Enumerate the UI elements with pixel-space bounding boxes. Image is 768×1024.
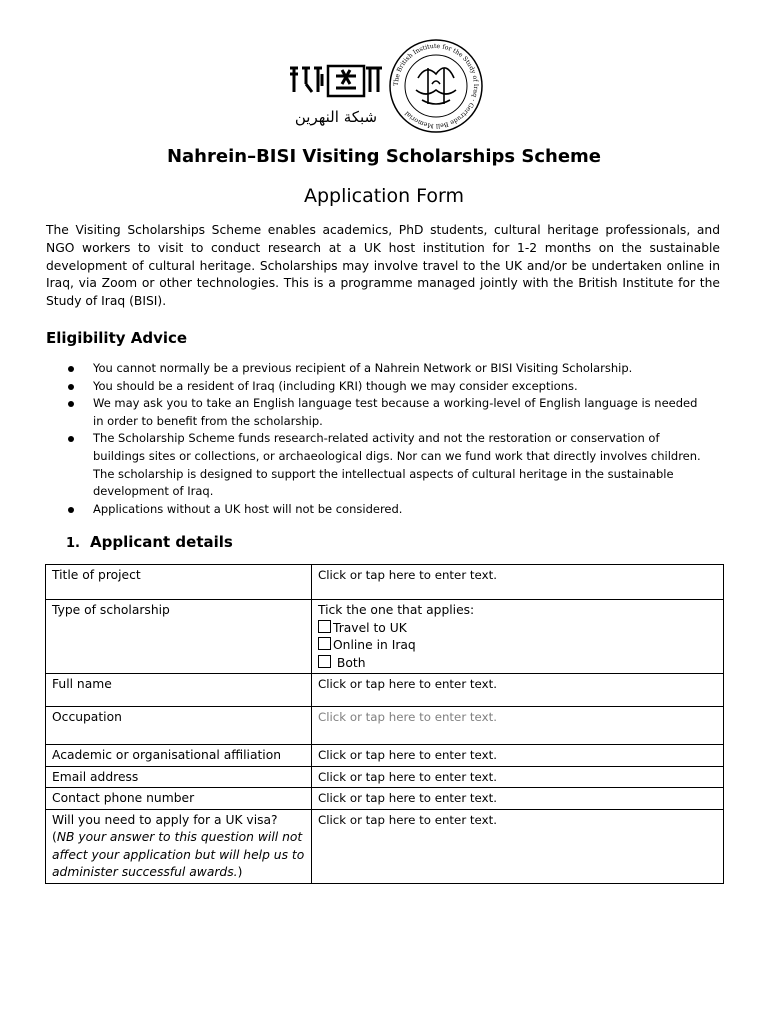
visa-note: (NB your answer to this question will not affect your application but will help us to administer successful awards.) xyxy=(52,830,305,879)
bullet-icon xyxy=(68,401,74,407)
affiliation-label: Academic or organisational affiliation xyxy=(46,745,312,767)
nahrein-arabic-name: شبكة النهرين xyxy=(294,108,378,126)
list-item: We may ask you to take an English language test because a working-level of English language is needed in order to benefit from the scholarship. xyxy=(60,395,710,430)
table-row xyxy=(46,600,724,674)
scholarship-type-prompt: Tick the one that applies: xyxy=(318,603,475,617)
nahrein-network-logo xyxy=(286,62,386,134)
list-item: The Scholarship Scheme funds research-related activity and not the restoration or conservation of buildings sites or collections, or archaeological digs. Nor can we fund work that directly involves children. The scholarship is designed to support the intellectual aspects of cultural heritage in the sustainable development of Iraq. xyxy=(60,430,710,500)
scholarship-type-options xyxy=(312,600,724,674)
eligibility-heading: Eligibility Advice xyxy=(46,329,188,347)
table-row xyxy=(46,707,724,745)
svg-text:The British Institute for the: The British Institute for the Study of Iraq · Gertrude Bell Memorial xyxy=(392,42,480,130)
bullet-icon xyxy=(68,507,74,513)
bullet-icon xyxy=(68,384,74,390)
table-row xyxy=(46,809,724,883)
table-row xyxy=(46,788,724,810)
visa-answer-field[interactable]: Click or tap here to enter text. xyxy=(312,809,724,883)
visa-question: Will you need to apply for a UK visa? xyxy=(52,812,278,827)
cuneiform-glyph-icon xyxy=(288,62,384,102)
document-title: Nahrein–BISI Visiting Scholarships Scheme xyxy=(166,146,602,167)
phone-field[interactable]: Click or tap here to enter text. xyxy=(312,788,724,810)
option-travel-to-uk[interactable]: Travel to UK xyxy=(318,620,717,638)
applicant-details-table xyxy=(45,564,724,884)
email-label: Email address xyxy=(46,766,312,788)
document-subtitle: Application Form xyxy=(303,185,465,207)
list-item: You cannot normally be a previous recipient of a Nahrein Network or BISI Visiting Scholarship. xyxy=(60,360,710,378)
table-row xyxy=(46,565,724,600)
table-row xyxy=(46,674,724,707)
checkbox-online[interactable] xyxy=(318,637,331,650)
intro-paragraph: The Visiting Scholarships Scheme enables academics, PhD students, cultural heritage professionals, and NGO workers to visit to conduct research at a UK host institution for 1-2 months on the sustainable development of cultural heritage. Scholarships may involve travel to the UK and/or be undertaken online in Iraq, via Zoom or other technologies. This is a programme managed jointly with the British Institute for the Study of Iraq (BISI). xyxy=(46,223,720,309)
full-name-label: Full name xyxy=(46,674,312,707)
list-item: You should be a resident of Iraq (including KRI) though we may consider exceptions. xyxy=(60,378,710,396)
bullet-icon xyxy=(68,436,74,442)
scholarship-type-label: Type of scholarship xyxy=(46,600,312,674)
full-name-field[interactable]: Click or tap here to enter text. xyxy=(312,674,724,707)
list-item: Applications without a UK host will not be considered. xyxy=(60,501,710,519)
bisi-seal-logo xyxy=(388,38,484,134)
section-heading-applicant-details xyxy=(66,533,233,551)
email-field[interactable]: Click or tap here to enter text. xyxy=(312,766,724,788)
checkbox-both[interactable] xyxy=(318,655,331,668)
table-row xyxy=(46,766,724,788)
bullet-icon xyxy=(68,366,74,372)
header-logos xyxy=(0,38,768,138)
phone-label: Contact phone number xyxy=(46,788,312,810)
section-title: Applicant details xyxy=(89,533,233,551)
option-both[interactable]: Both xyxy=(318,655,717,673)
checkbox-travel[interactable] xyxy=(318,620,331,633)
project-title-label: Title of project xyxy=(46,565,312,600)
section-number: 1. xyxy=(66,536,80,551)
project-title-field[interactable]: Click or tap here to enter text. xyxy=(312,565,724,600)
occupation-label: Occupation xyxy=(46,707,312,745)
visa-question-label xyxy=(46,809,312,883)
eligibility-list xyxy=(60,360,710,518)
affiliation-field[interactable]: Click or tap here to enter text. xyxy=(312,745,724,767)
option-online-in-iraq[interactable]: Online in Iraq xyxy=(318,637,717,655)
occupation-field[interactable]: Click or tap here to enter text. xyxy=(312,707,724,745)
table-row xyxy=(46,745,724,767)
